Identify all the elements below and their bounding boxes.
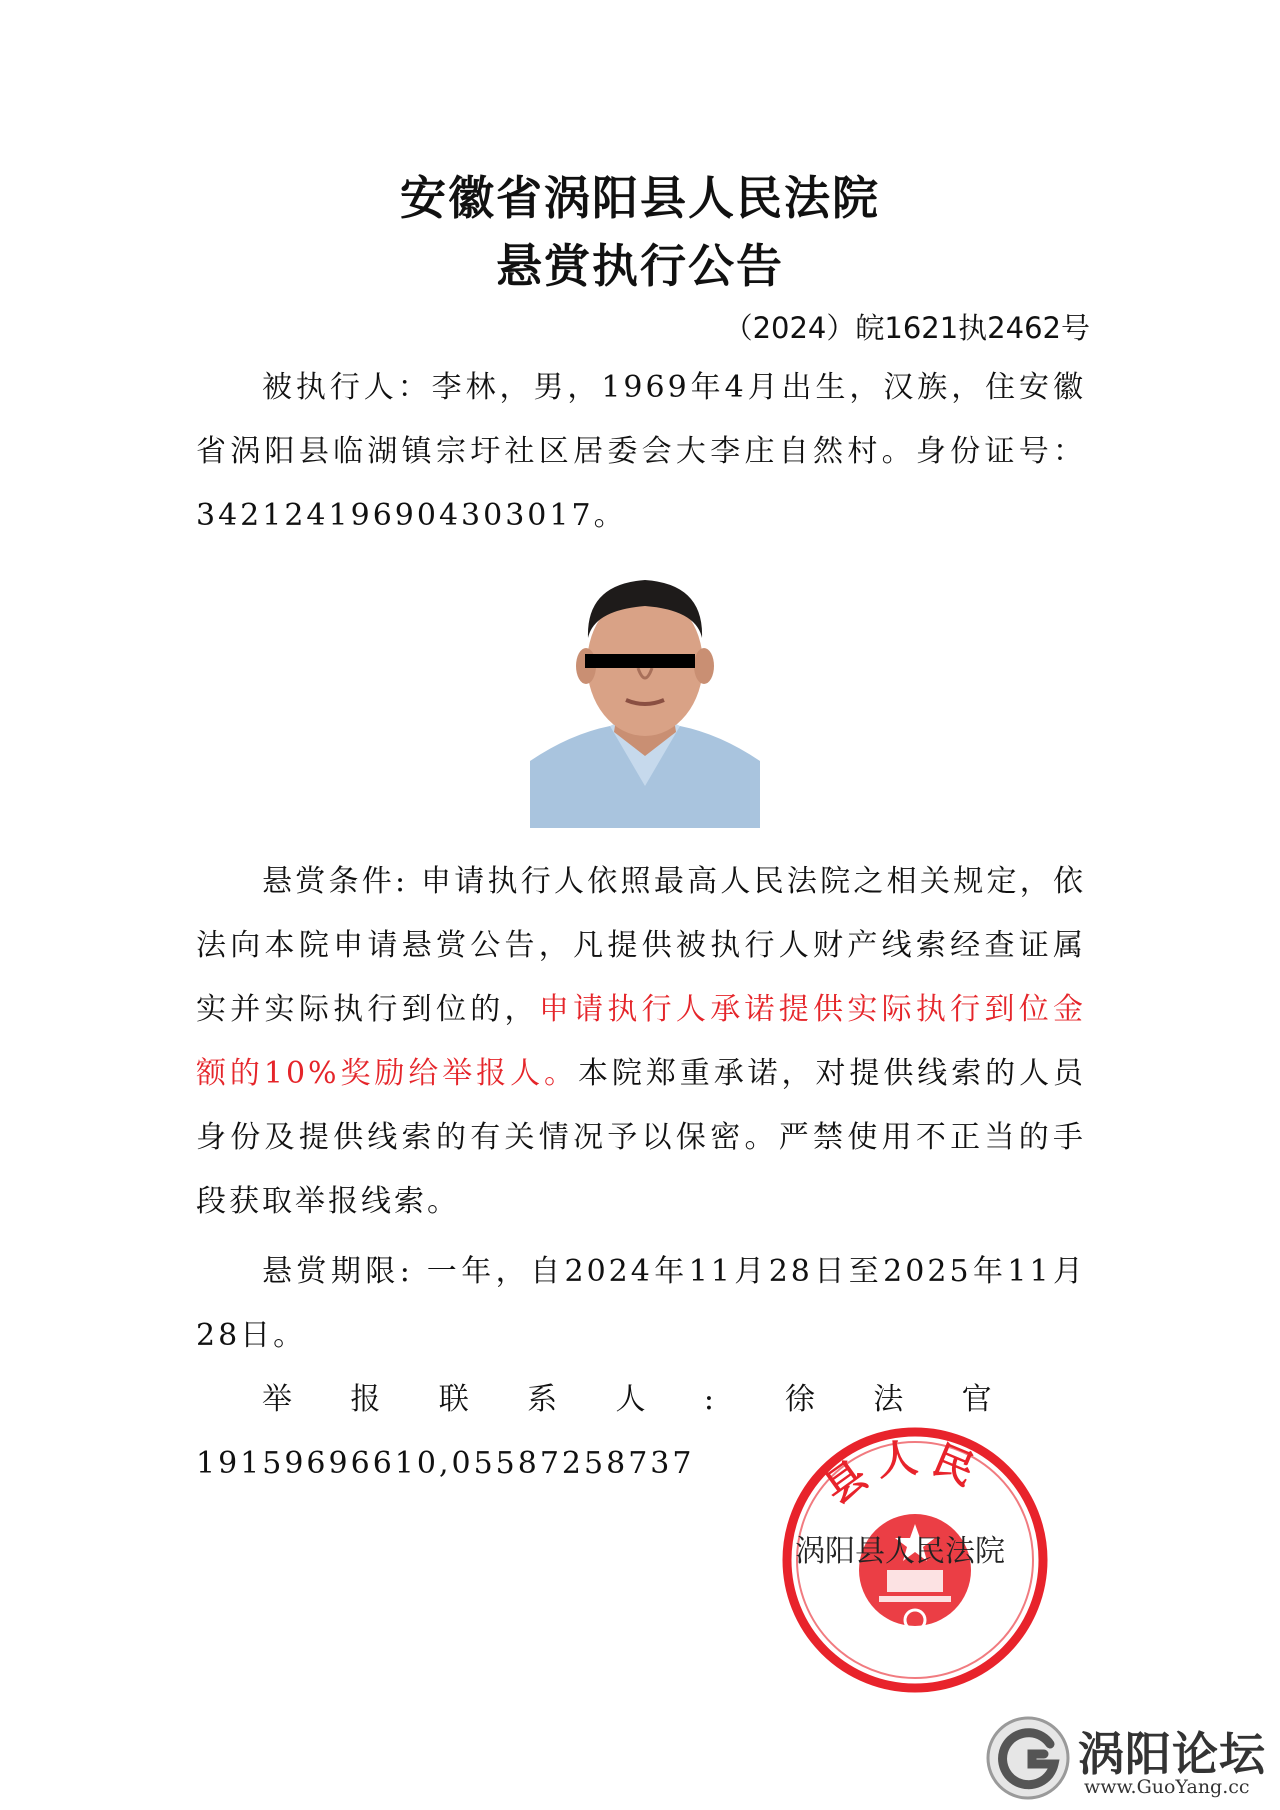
person-info: 被执行人：李林，男，1969年4月出生，汉族，住安徽省涡阳县临湖镇宗圩社区居委会大李庄自然村。身份证号：342124196904303017。 (196, 370, 1086, 533)
contact-label: 举报联系人: 徐法官 (262, 1382, 1050, 1417)
reward-text-before: 悬赏条件: 申请执行人依照最高人民法院之相关规定，依法向本院申请悬赏公告，凡提供被执行人财产线索经查证属实并实际执行到位的， (196, 864, 1086, 1027)
guoyang-logo-icon (984, 1714, 1072, 1802)
seal-arc-text: 县人民 (815, 1433, 991, 1514)
court-title: 安徽省涡阳县人民法院 (400, 171, 880, 225)
reward-conditions (196, 850, 1086, 1234)
reward-period: 悬赏期限: 一年，自2024年11月28日至2025年11月28日。 (196, 1254, 1086, 1353)
case-number: （2024）皖1621执2462号 (723, 311, 1090, 345)
svg-text:县人民 (816, 1433, 990, 1513)
reward-text-after: 本院郑重承诺，对提供线索的人员身份及提供线索的有关情况予以保密。严禁使用不正当的手段获取举报线索。 (196, 1056, 1086, 1219)
watermark-title: 涡阳论坛 (1078, 1727, 1266, 1781)
watermark-url: www.GuoYang.cc (1084, 1776, 1250, 1798)
notice-title: 悬赏执行公告 (496, 239, 784, 293)
eye-censor-bar (585, 654, 695, 668)
contact-phones: 19159696610,05587258737 (196, 1446, 695, 1481)
forum-watermark (984, 1712, 1280, 1810)
person-photo (530, 556, 760, 828)
seal-court-name: 涡阳县人民法院 (795, 1534, 1005, 1569)
reward-highlight: 申请执行人承诺提供实际执行到位金额的10%奖励给举报人。 (196, 992, 1087, 1091)
